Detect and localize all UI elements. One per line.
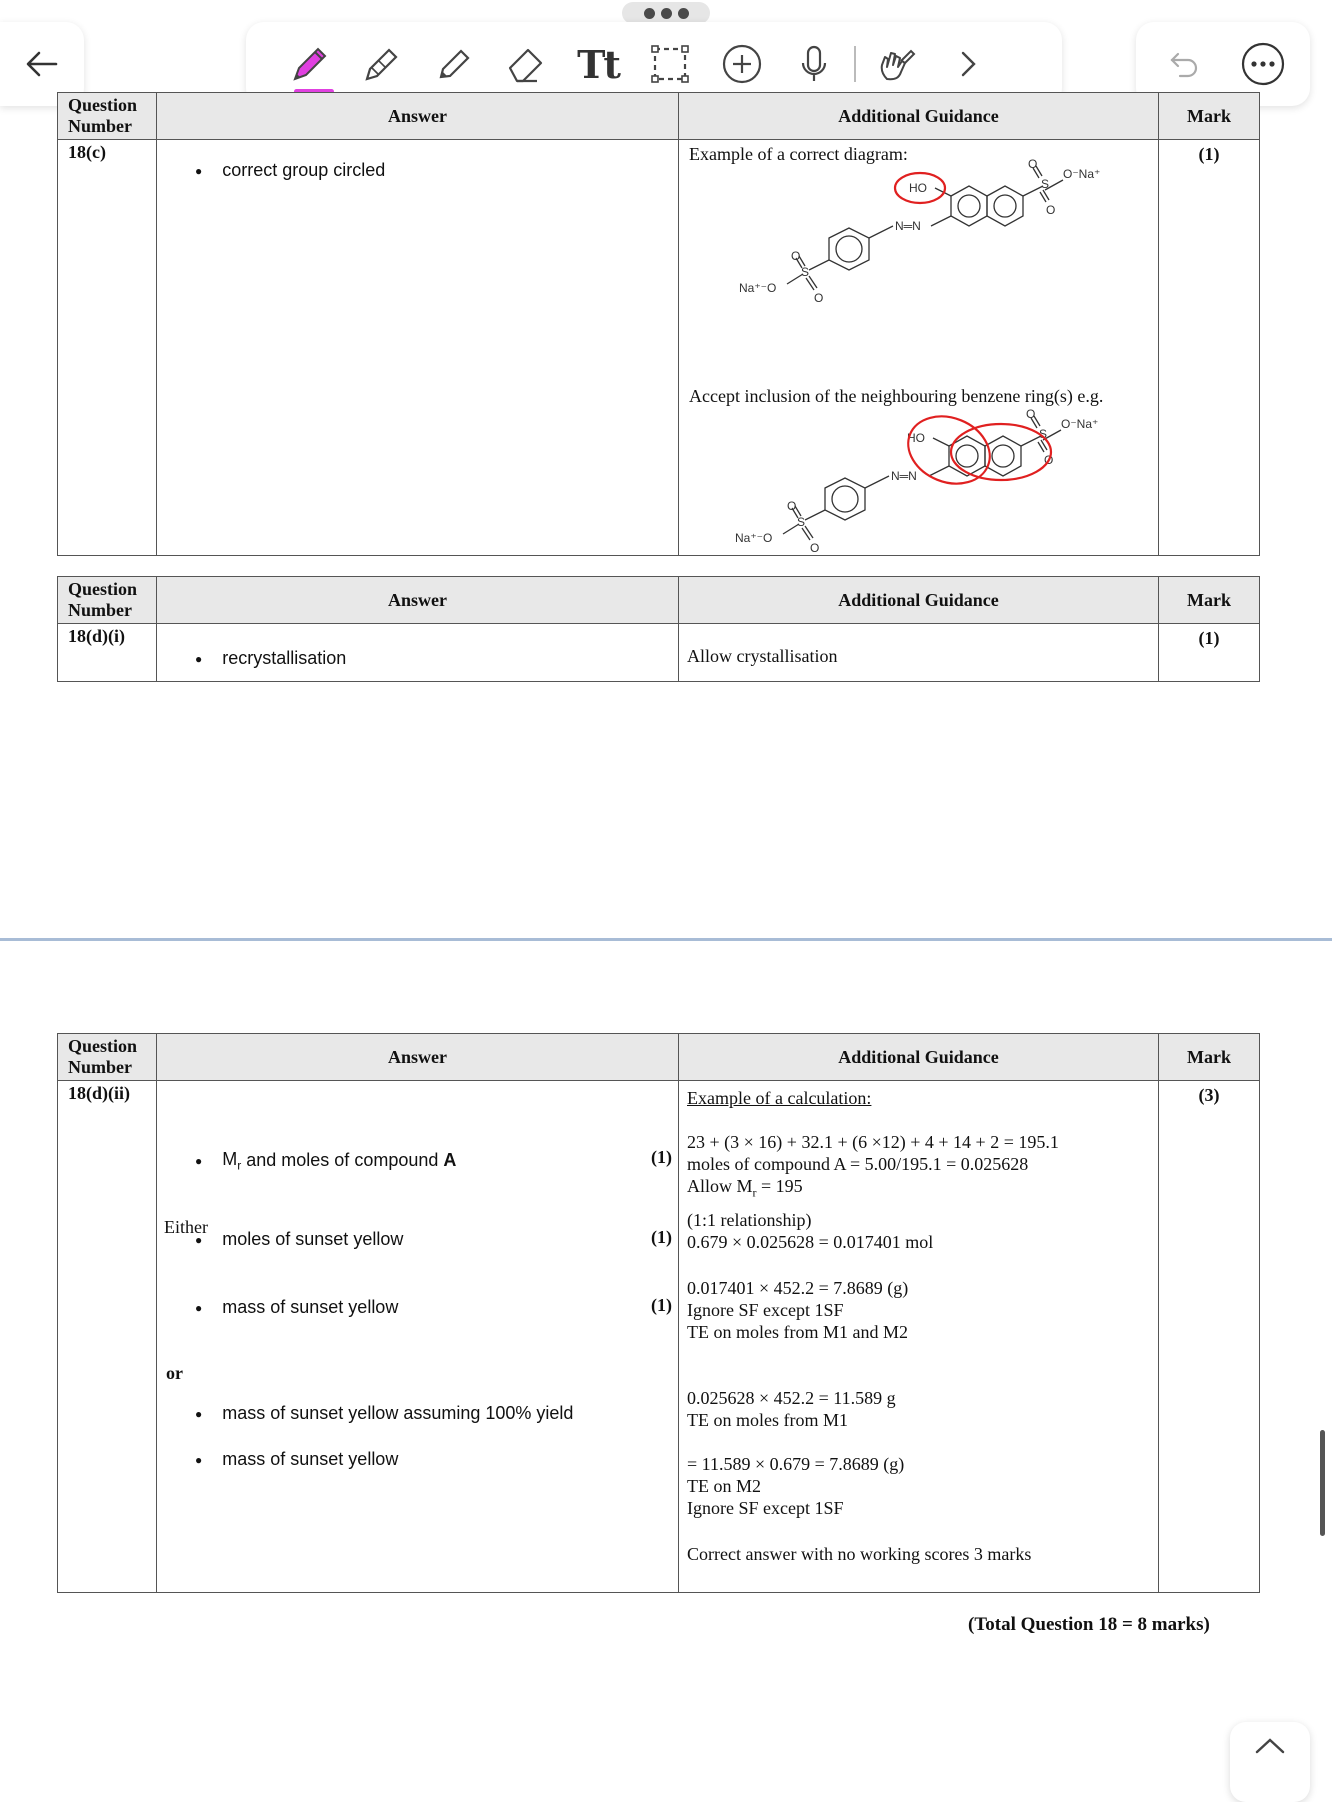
answer-18dii-4 (157, 1403, 573, 1424)
answer-18dii-3-text: ● mass of sunset yellow (222, 1297, 399, 1317)
molecule-diagram-correct (699, 157, 1139, 346)
sulfonate-bottom-label-2: Na⁺⁻O (735, 531, 773, 545)
toolbar-separator (854, 46, 856, 82)
header-question-number: Question Number (58, 1034, 157, 1081)
add-icon (719, 41, 765, 87)
compound-a-label: A (443, 1150, 457, 1171)
header-answer: Answer (157, 1034, 679, 1081)
mark-18di: (1) (1159, 624, 1260, 682)
table-18di (57, 576, 1260, 682)
mark-18c: (1) (1159, 140, 1260, 556)
more-tools-button[interactable] (932, 28, 1004, 100)
answer-18dii-1 (157, 1149, 456, 1173)
mark-18dii: (3) (1159, 1081, 1260, 1593)
sulfonate-bottom-label-1: Na⁺⁻O (739, 281, 777, 295)
sulfur-label-1a: S (1041, 177, 1050, 191)
eraser-tool-button[interactable] (490, 28, 562, 100)
chevron-up-icon (1253, 1734, 1287, 1756)
scrollbar-thumb[interactable] (1320, 1430, 1325, 1536)
guidance-18di: Allow crystallisation (679, 624, 1159, 682)
sulfur-label-2a: S (1039, 427, 1048, 441)
page-divider (0, 938, 1332, 941)
answer-cell-18di (157, 624, 679, 682)
chevron-right-icon (945, 41, 991, 87)
answer-18dii-5-text: ● mass of sunset yellow (222, 1449, 399, 1469)
answer-cell-18dii (157, 1081, 679, 1593)
sulfonate-top-label-1: O⁻Na⁺ (1063, 167, 1101, 181)
pen-icon (287, 41, 333, 87)
guidance-line-11: = 11.589 × 0.679 = 7.8689 (g) (687, 1454, 905, 1474)
either-text: Either (164, 1217, 208, 1237)
oxygen-label-2d: O (810, 541, 820, 555)
pen-tool-button[interactable] (274, 28, 346, 100)
pencil-tool-button[interactable] (346, 28, 418, 100)
ho-label-1: HO (909, 181, 927, 195)
guidance-line-10: TE on moles from M1 (687, 1410, 848, 1430)
mr-symbol: M (222, 1149, 238, 1169)
guidance-line-8: TE on moles from M1 and M2 (687, 1322, 908, 1342)
question-number-18dii: 18(d)(ii) (58, 1081, 157, 1593)
answer-18c-text: ● correct group circled (222, 160, 386, 180)
guidance-line-3-prefix: Allow M (687, 1176, 753, 1196)
answer-18dii-1-text: and moles of compound (241, 1150, 444, 1171)
inline-mark-1: (1) (651, 1147, 672, 1167)
more-icon (1240, 41, 1286, 87)
answer-18c (157, 160, 678, 181)
guidance-line-14: Correct answer with no working scores 3 marks (687, 1544, 1032, 1564)
answer-18dii-2-text: ● moles of sunset yellow (222, 1229, 404, 1249)
guidance-line-7: Ignore SF except 1SF (687, 1300, 844, 1320)
header-answer: Answer (157, 93, 679, 140)
header-question-number: Question Number (58, 577, 157, 624)
guidance-line-9: 0.025628 × 452.2 = 11.589 g (687, 1388, 896, 1408)
touch-draw-button[interactable] (860, 28, 932, 100)
header-mark: Mark (1159, 1034, 1260, 1081)
header-mark: Mark (1159, 93, 1260, 140)
answer-cell-18c (157, 140, 679, 556)
sulfonate-top-label-2: O⁻Na⁺ (1061, 417, 1099, 431)
oxygen-label-1a: O (1028, 157, 1038, 171)
oxygen-label-1b: O (1046, 203, 1056, 217)
circled-group-rings (951, 424, 1054, 480)
guidance-line-13: Ignore SF except 1SF (687, 1498, 844, 1518)
header-answer: Answer (157, 577, 679, 624)
sulfur-label-2b: S (797, 515, 806, 529)
guidance-line-3-suffix: = 195 (756, 1176, 803, 1196)
azo-label-2: N═N (891, 469, 917, 483)
guidance-18c-intro: Example of a correct diagram: (689, 144, 908, 164)
header-mark: Mark (1159, 577, 1260, 624)
highlighter-icon (431, 41, 477, 87)
arrow-left-icon (22, 44, 62, 84)
answer-18di-text: ● recrystallisation (222, 648, 347, 668)
ho-label-2: HO (907, 431, 925, 445)
sulfur-label-1b: S (801, 265, 810, 279)
answer-18dii-5 (157, 1449, 398, 1470)
answer-18dii-3 (157, 1297, 398, 1318)
mr-subscript: r (237, 1158, 242, 1173)
microphone-button[interactable] (778, 28, 850, 100)
guidance-line-3-sub: r (752, 1185, 757, 1200)
header-additional-guidance: Additional Guidance (679, 93, 1159, 140)
undo-button[interactable] (1154, 34, 1214, 94)
oxygen-label-2c: O (787, 499, 797, 513)
oxygen-label-2a: O (1026, 407, 1036, 421)
microphone-icon (791, 41, 837, 87)
oxygen-label-1d: O (814, 291, 824, 305)
guidance-line-6: 0.017401 × 452.2 = 7.8689 (g) (687, 1278, 909, 1298)
header-question-number: Question Number (58, 93, 157, 140)
azo-label-1: N═N (895, 219, 921, 233)
header-additional-guidance: Additional Guidance (679, 577, 1159, 624)
text-tool-icon: Tt (577, 41, 619, 87)
total-marks: (Total Question 18 = 8 marks) (968, 1614, 1210, 1635)
more-options-button[interactable] (1233, 34, 1293, 94)
answer-18di (157, 648, 678, 669)
either-label-visible (164, 1217, 208, 1238)
undo-icon (1166, 46, 1202, 82)
add-button[interactable] (706, 28, 778, 100)
eraser-icon (503, 41, 549, 87)
guidance-line-3 (687, 1175, 803, 1204)
pencil-icon (359, 41, 405, 87)
scroll-up-button[interactable] (1230, 1722, 1310, 1802)
window-drag-handle[interactable] (622, 2, 710, 24)
guidance-line-5: 0.679 × 0.025628 = 0.017401 mol (687, 1232, 934, 1252)
touch-draw-icon (873, 41, 919, 87)
molecule-diagram-accepted (697, 407, 1137, 586)
or-label: or (166, 1363, 183, 1383)
guidance-18c-accept: Accept inclusion of the neighbouring benzene ring(s) e.g. (689, 386, 1104, 406)
guidance-cell-18c (679, 140, 1159, 556)
highlighter-tool-button[interactable] (418, 28, 490, 100)
lasso-select-button[interactable] (634, 28, 706, 100)
table-18dii (57, 1033, 1260, 1593)
answer-18dii-4-text: ● mass of sunset yellow assuming 100% yield (222, 1403, 574, 1423)
guidance-line-12: TE on M2 (687, 1476, 761, 1496)
question-number-18c: 18(c) (58, 140, 157, 556)
header-additional-guidance: Additional Guidance (679, 1034, 1159, 1081)
table-18c (57, 92, 1260, 556)
oxygen-label-1c: O (791, 249, 801, 263)
inline-mark-2: (1) (651, 1227, 672, 1247)
inline-mark-3: (1) (651, 1295, 672, 1315)
guidance-example: Example of a calculation: (687, 1088, 872, 1108)
guidance-line-4: (1:1 relationship) (687, 1210, 812, 1230)
guidance-line-2: moles of compound A = 5.00/195.1 = 0.025628 (687, 1154, 1029, 1174)
guidance-line-1: 23 + (3 × 16) + 32.1 + (6 ×12) + 4 + 14 + 2 = 195.1 (687, 1132, 1059, 1152)
text-tool-button[interactable] (562, 28, 634, 100)
guidance-cell-18dii (679, 1081, 1159, 1593)
question-number-18di: 18(d)(i) (58, 624, 157, 682)
oxygen-label-2b: O (1044, 453, 1054, 467)
answer-18dii-1-mr (222, 1149, 241, 1173)
lasso-select-icon (647, 41, 693, 87)
